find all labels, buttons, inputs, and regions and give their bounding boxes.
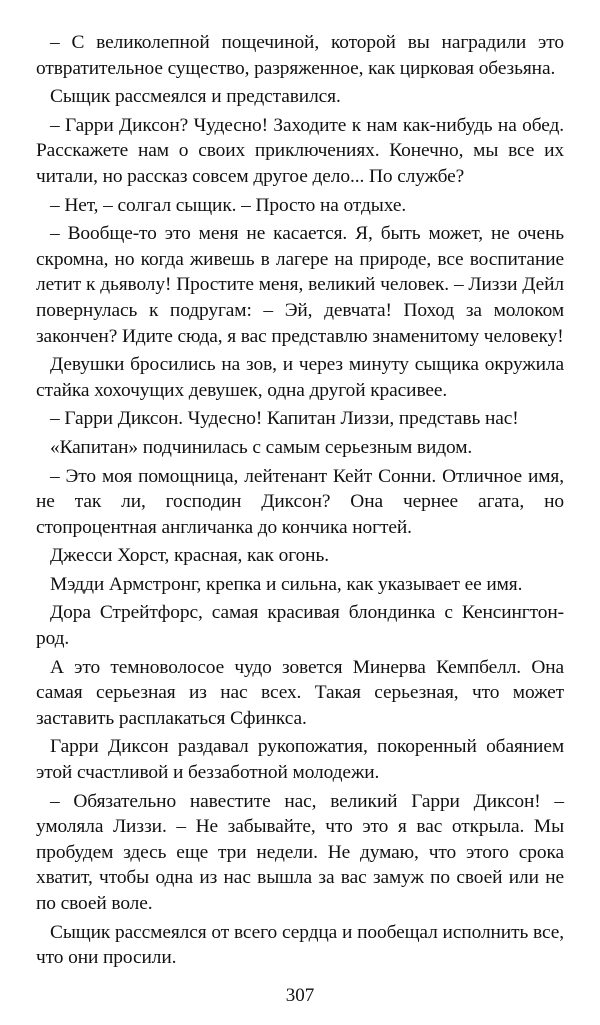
- paragraph: Дора Стрейтфорс, самая красивая блондинка с Кенсингтон-род.: [36, 602, 564, 650]
- paragraph: – Вообще-то это меня не касается. Я, быть может, не очень скромна, но когда живешь в лагере на природе, все воспитание летит к дьяволу! Простите меня, великий человек. – Лиззи Дейл повернулась к подругам: – Эй, девчата! Поход за молоком закончен? Идите сюда, я вас представлю знаменитому человеку!: [36, 223, 564, 347]
- paragraph: – Нет, – солгал сыщик. – Просто на отдыхе.: [50, 194, 407, 216]
- paragraph: Сыщик рассмеялся и представился.: [50, 86, 341, 108]
- paragraph: – С великолепной пощечиной, которой вы наградили это отвратительное существо, разряженное, как цирковая обезьяна.: [36, 32, 564, 79]
- paragraph: Девушки бросились на зов, и через минуту сыщика окружила стайка хохочущих девушек, одна другой красивее.: [36, 354, 564, 401]
- paragraph: – Обязательно навестите нас, великий Гарри Диксон! – умоляла Лиззи. – Не забывайте, что это я вас открыла. Мы пробудем здесь еще три недели. Не думаю, что этого срока хватит, чтобы одна из нас вышла за вас замуж по своей или не по своей воле.: [36, 790, 564, 914]
- paragraph: «Капитан» подчинилась с самым серьезным видом.: [50, 436, 473, 458]
- paragraph: Джесси Хорст, красная, как огонь.: [50, 545, 329, 567]
- paragraph: А это темноволосое чудо зовется Минерва Кемпбелл. Она самая серьезная из нас всех. Такая серьезная, что может заставить расплакаться Сфинкса.: [36, 656, 564, 729]
- book-page-text: [36, 30, 564, 974]
- paragraph: Гарри Диксон раздавал рукопожатия, покоренный обаянием этой счастливой и беззаботной молодежи.: [36, 736, 564, 784]
- paragraph: Сыщик рассмеялся от всего сердца и пообещал исполнить все, что они просили.: [36, 921, 564, 969]
- paragraph: Мэдди Армстронг, крепка и сильна, как указывает ее имя.: [50, 573, 523, 595]
- paragraph: – Гарри Диксон? Чудесно! Заходите к нам как-нибудь на обед. Расскажете нам о своих приключениях. Конечно, мы все их читали, но рассказ совсем другое дело... По службе?: [36, 114, 564, 187]
- paragraph: – Гарри Диксон. Чудесно! Капитан Лиззи, представь нас!: [50, 408, 519, 430]
- page-number: 307: [285, 985, 315, 1006]
- paragraph: – Это моя помощница, лейтенант Кейт Сонни. Отличное имя, не так ли, господин Диксон? Она чернее агата, но стопроцентная англичанка до кончика ногтей.: [36, 465, 564, 538]
